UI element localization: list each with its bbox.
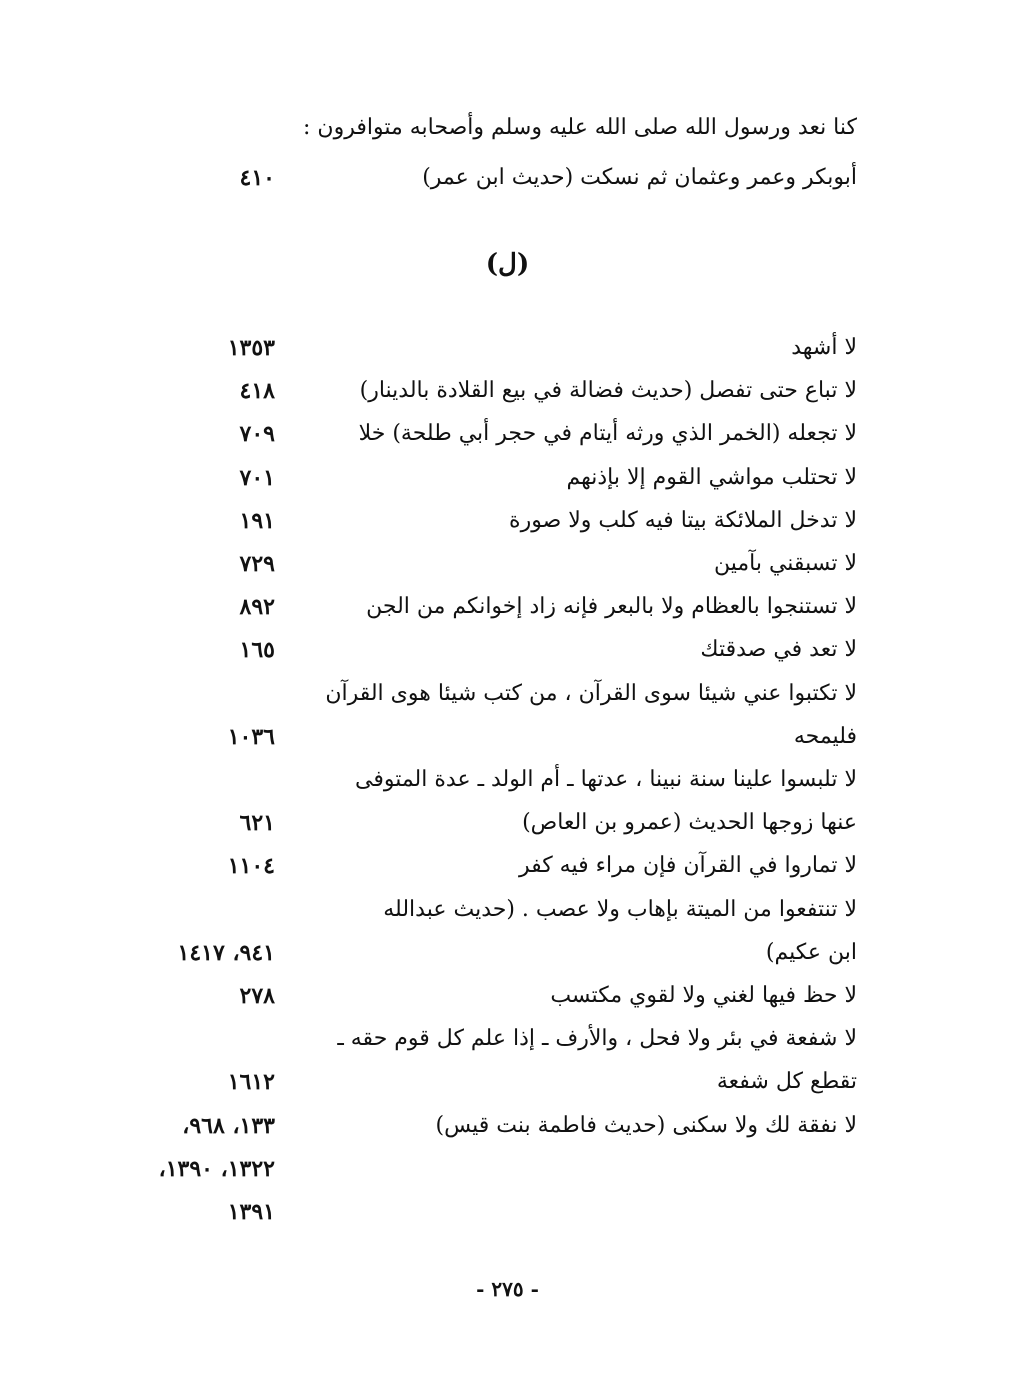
index-row xyxy=(0,760,1015,800)
entry-page-number: ١٣٥٣ xyxy=(227,335,275,361)
entry-page-number: ١٠٣٦ xyxy=(227,724,275,750)
entry-page-number: ٦٢١ xyxy=(239,810,275,836)
entry-page-number: ١٦١٢ xyxy=(227,1069,275,1095)
entry-page-number: ٤١٠ xyxy=(239,165,275,191)
index-row xyxy=(0,414,1015,454)
index-row xyxy=(0,933,1015,973)
entry-text: لا شفعة في بئر ولا فحل ، والأرف ـ إذا علم كل قوم حقه ـ xyxy=(337,1026,857,1051)
entry-page-number: ٧٢٩ xyxy=(239,551,275,577)
entry-page-number: ٧٠٩ xyxy=(239,421,275,447)
index-row xyxy=(0,890,1015,930)
entry-text: تقطع كل شفعة xyxy=(716,1069,857,1094)
entry-page-number: ٤١٨ xyxy=(239,378,275,404)
index-row xyxy=(0,158,1015,198)
index-row xyxy=(0,587,1015,627)
entry-text: لا تكتبوا عني شيئا سوى القرآن ، من كتب شيئا هوى القرآن xyxy=(325,681,857,706)
entry-text: لا تسبقني بآمين xyxy=(713,551,857,576)
index-row xyxy=(0,1062,1015,1102)
index-row xyxy=(0,630,1015,670)
index-row xyxy=(0,803,1015,843)
entry-text: لا تجعله (الخمر الذي ورثه أيتام في حجر أبي طلحة) خلا xyxy=(358,421,857,446)
entry-text: لا حظ فيها لغني ولا لقوي مكتسب xyxy=(550,983,857,1008)
index-row xyxy=(0,846,1015,886)
entry-page-number: ١٩١ xyxy=(239,508,275,534)
index-row xyxy=(0,1192,1015,1232)
entry-page-number: ٢٧٨ xyxy=(239,983,275,1009)
index-row xyxy=(0,501,1015,541)
entry-page-number: ٧٠١ xyxy=(239,465,275,491)
index-row xyxy=(0,1149,1015,1189)
entry-text: كنا نعد ورسول الله صلى الله عليه وسلم وأصحابه متوافرون : xyxy=(303,115,857,140)
index-row xyxy=(0,544,1015,584)
index-row xyxy=(0,328,1015,368)
index-row xyxy=(0,1019,1015,1059)
entry-text: لا نفقة لك ولا سكنى (حديث فاطمة بنت قيس) xyxy=(435,1113,857,1138)
index-row xyxy=(0,717,1015,757)
index-row xyxy=(0,976,1015,1016)
entry-page-number: ١٣٢٢، ١٣٩٠، xyxy=(158,1156,275,1182)
index-row xyxy=(0,108,1015,148)
entry-page-number: ١٣٩١ xyxy=(227,1199,275,1225)
entry-text: لا تدخل الملائكة بيتا فيه كلب ولا صورة xyxy=(509,508,857,533)
entry-text: فليمحه xyxy=(793,724,857,749)
entry-text: ابن عكيم) xyxy=(765,940,857,965)
entry-text: لا تباع حتى تفصل (حديث فضالة في بيع القلادة بالدينار) xyxy=(359,378,857,403)
entry-page-number: ٨٩٢ xyxy=(239,594,275,620)
entry-text: لا تلبسوا علينا سنة نبينا ، عدتها ـ أم الولد ـ عدة المتوفى xyxy=(354,767,857,792)
index-row xyxy=(0,674,1015,714)
entry-page-number: ١٦٥ xyxy=(239,637,275,663)
index-row xyxy=(0,458,1015,498)
entry-text: أبوبكر وعمر وعثمان ثم نسكت (حديث ابن عمر) xyxy=(422,165,857,190)
entry-page-number: ٩٤١، ١٤١٧ xyxy=(177,940,275,966)
entry-text: لا تحتلب مواشي القوم إلا بإذنهم xyxy=(566,465,857,490)
entry-text: لا تنتفعوا من الميتة بإهاب ولا عصب . (حديث عبدالله xyxy=(383,897,857,922)
entry-text: لا أشهد xyxy=(791,335,857,360)
section-heading: (ل) xyxy=(485,249,530,279)
entry-text: لا تعد في صدقتك xyxy=(700,637,857,662)
index-row xyxy=(0,371,1015,411)
entry-page-number: ١٣٣، ٩٦٨، xyxy=(182,1113,275,1139)
entry-page-number: ١١٠٤ xyxy=(227,853,275,879)
entry-text: لا تماروا في القرآن فإن مراء فيه كفر xyxy=(518,853,857,878)
entry-text: لا تستنجوا بالعظام ولا بالبعر فإنه زاد إخوانكم من الجن xyxy=(366,594,857,619)
index-row xyxy=(0,1106,1015,1146)
entry-text: عنها زوجها الحديث (عمرو بن العاص) xyxy=(522,810,857,835)
page-number-footer: - ٢٧٥ - xyxy=(476,1277,539,1301)
